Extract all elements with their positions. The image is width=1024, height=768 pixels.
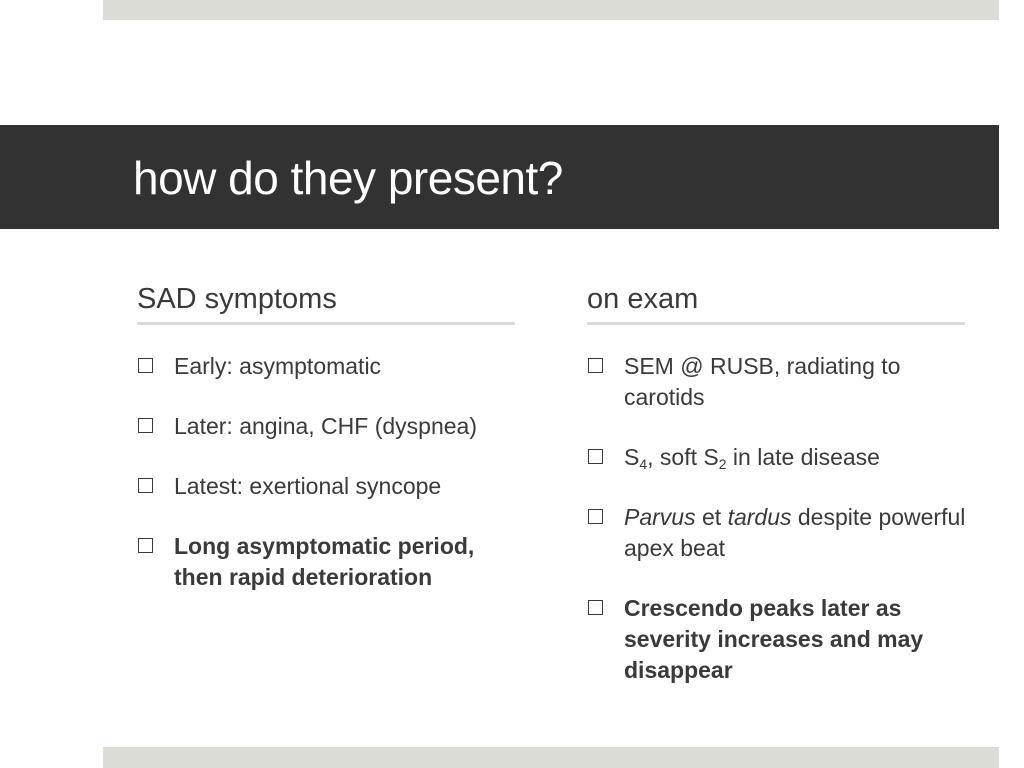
checkbox-bullet-icon <box>588 509 603 524</box>
symptoms-list <box>137 351 517 593</box>
list-item <box>137 531 517 593</box>
checkbox-bullet-icon <box>138 538 153 553</box>
exam-findings-list <box>587 351 967 686</box>
checkbox-bullet-icon <box>138 358 153 373</box>
italic-term: Parvus <box>624 504 696 530</box>
left-column <box>137 280 517 622</box>
text-segment: et <box>695 504 728 530</box>
list-item-text: Latest: exertional syncope <box>174 473 442 499</box>
subscript: 2 <box>718 456 727 472</box>
list-item <box>137 411 517 442</box>
slide-title: how do they present? <box>133 152 563 204</box>
text-segment: S <box>624 444 640 470</box>
right-heading-divider <box>587 322 965 325</box>
list-item-text: Long asymptomatic period, then rapid deterioration <box>174 533 475 590</box>
left-column-heading: SAD symptoms <box>137 283 337 315</box>
list-item-text: Early: asymptomatic <box>174 353 382 379</box>
list-item-text <box>624 444 880 470</box>
list-item <box>587 442 967 473</box>
text-segment: , soft S <box>647 444 719 470</box>
checkbox-bullet-icon <box>588 449 603 464</box>
italic-term: tardus <box>727 504 792 530</box>
top-decorative-strip <box>103 0 999 20</box>
checkbox-bullet-icon <box>588 600 603 615</box>
checkbox-bullet-icon <box>138 478 153 493</box>
bottom-decorative-strip <box>103 747 999 768</box>
text-segment: in late disease <box>726 444 880 470</box>
list-item <box>587 593 967 686</box>
subscript: 4 <box>639 456 648 472</box>
list-item <box>587 502 967 564</box>
list-item-text: Crescendo peaks later as severity increases and may disappear <box>624 595 924 683</box>
list-item-text: Later: angina, CHF (dyspnea) <box>174 413 477 439</box>
text-segment: despite powerful apex beat <box>624 504 966 561</box>
checkbox-bullet-icon <box>138 418 153 433</box>
left-heading-divider <box>137 322 515 325</box>
list-item-text: SEM @ RUSB, radiating to carotids <box>624 353 901 410</box>
checkbox-bullet-icon <box>588 358 603 373</box>
right-column <box>587 280 967 715</box>
list-item <box>137 351 517 382</box>
list-item-text <box>624 504 965 561</box>
list-item <box>137 471 517 502</box>
right-column-heading: on exam <box>587 283 699 315</box>
list-item <box>587 351 967 413</box>
